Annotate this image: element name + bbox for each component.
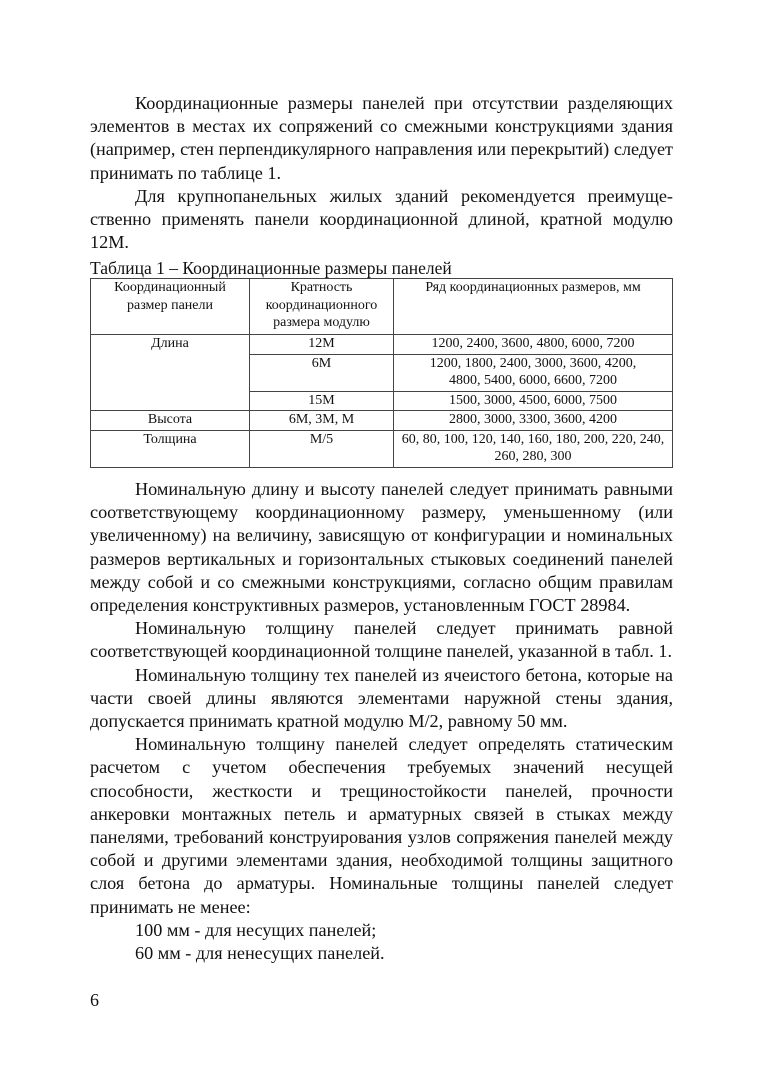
table-row xyxy=(91,430,673,467)
cell-series: 2800, 3000, 3300, 3600, 4200 xyxy=(394,411,673,431)
cell-series: 1200, 2400, 3600, 4800, 6000, 7200 xyxy=(394,335,673,355)
paragraph: Номинальную толщину тех панелей из ячеистого бетона, которые на части своей длины являются элементами наружной стены здания, допускается принимать кратной модулю М/2, равному 50 мм. xyxy=(90,664,673,731)
cell-multiplicity: М/5 xyxy=(250,430,394,467)
cell-series: 1500, 3000, 4500, 6000, 7500 xyxy=(394,391,673,411)
paragraph: Координационные размеры панелей при отсутствии разделяющих элементов в местах их сопряжений со смежными конструкциями здания (например, стен перпендикулярного направления или перекрытий) следует принимать по таблице 1. xyxy=(90,93,673,183)
table-row xyxy=(91,335,673,355)
paragraph: Номинальную длину и высоту панелей следует принимать равными соответствующему координационному размеру, уменьшенному (или увеличенному) на величину, зависящую от конфигурации и номинальных размеров вертикальных и горизонтальных стыковых соединений панелей между собой и со смежными конструкциями, согласно общим правилам определения конструктивных размеров, установленным ГОСТ 28984. xyxy=(90,478,673,615)
panel-dimensions-table xyxy=(90,278,673,468)
document-page xyxy=(90,92,673,965)
cell-dimension: Длина xyxy=(91,335,250,411)
table-caption: Таблица 1 – Координационные размеры панелей xyxy=(90,258,452,279)
header-dimension: Координационный размер панели xyxy=(91,279,250,335)
paragraph: Номинальную толщину панелей следует принимать равной соответствующей координационной толщине панелей, указанной в табл. 1. xyxy=(90,618,673,662)
header-series: Ряд координационных размеров, мм xyxy=(394,279,673,335)
cell-series: 1200, 1800, 2400, 3000, 3600, 4200, 4800, 5400, 6000, 6600, 7200 xyxy=(394,354,673,391)
paragraph: Номинальную толщину панелей следует определять статическим расчетом с учетом обеспечения требуемых значений несущей способности, жесткости и трещиностойкости панелей, прочности анкеровки монтажных петель и арматурных связей в стыках между панелями, требований конструирования узлов сопряжения панелей между собой и другими элементами здания, необходимой толщины защитного слоя бетона до арматуры. Номинальные толщины панелей следует принимать не менее: xyxy=(90,734,673,917)
table-row xyxy=(91,411,673,431)
cell-dimension: Высота xyxy=(91,411,250,431)
header-multiplicity: Кратность координационного размера модулю xyxy=(250,279,394,335)
table-header-row xyxy=(91,279,673,335)
cell-multiplicity: 12М xyxy=(250,335,394,355)
paragraph: Для крупнопанельных жилых зданий рекомендуется преимуще-ственно применять панели координационной длиной, кратной модулю 12М. xyxy=(90,185,673,253)
list-item: 100 мм - для несущих панелей; xyxy=(135,919,377,940)
cell-dimension: Толщина xyxy=(91,430,250,467)
cell-multiplicity: 15М xyxy=(250,391,394,411)
cell-series: 60, 80, 100, 120, 140, 160, 180, 200, 220, 240, 260, 280, 300 xyxy=(394,430,673,467)
list-item: 60 мм - для ненесущих панелей. xyxy=(135,942,385,963)
cell-multiplicity: 6М, 3М, М xyxy=(250,411,394,431)
page-number: 6 xyxy=(90,990,99,1010)
cell-multiplicity: 6М xyxy=(250,354,394,391)
